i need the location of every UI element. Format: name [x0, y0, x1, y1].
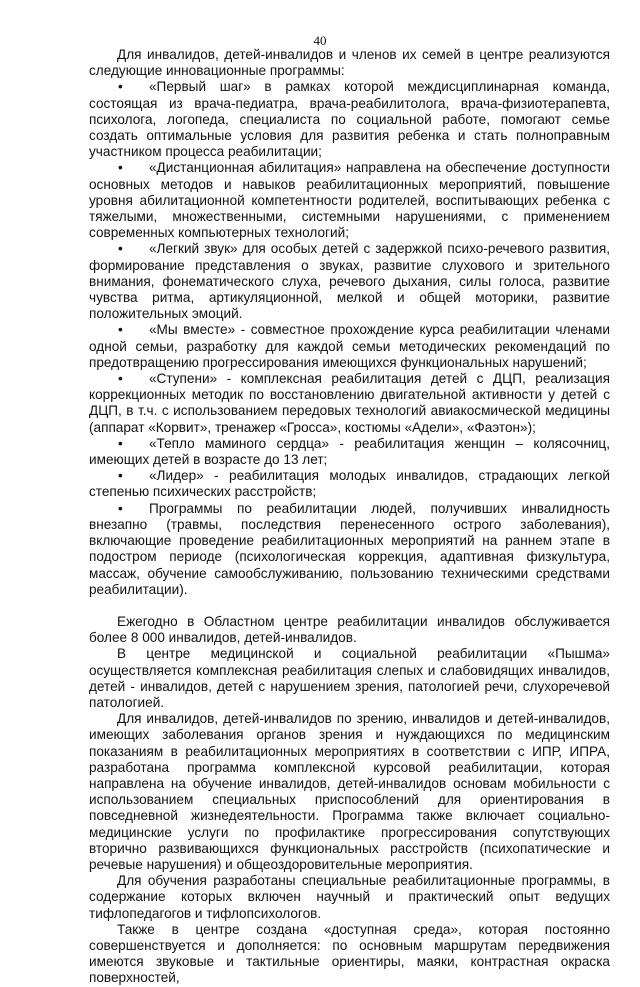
paragraph-gap — [89, 598, 610, 614]
bullet-icon: • — [118, 160, 123, 176]
body-paragraph: Ежегодно в Областном центре реабилитации инвалидов обслуживается более 8 000 инвалидов, детей-инвалидов. — [89, 613, 610, 646]
body-paragraph: Для инвалидов, детей-инвалидов по зрению, инвалидов и детей-инвалидов, имеющих заболевания органов зрения и нуждающихся по медицинским показаниям в реабилитационных мероприятиях в соответствии с ИПР, ИПРА, разработана программа комплексной курсовой реабилитации, которая направлена на обучение инвалидов, детей-инвалидов основам мобильности с использованием специальных приспособлений для ориентирования в повседневной жизнедеятельности. Программа также включает социально-медицинские услуги по профилактике прогрессирования сопутствующих вторично развивающихся функциональных расстройств (психопатические и речевые нарушения) и общеоздоровительные мероприятия. — [89, 711, 610, 872]
list-item — [89, 322, 610, 371]
list-item-text: «Лидер» - реабилитация молодых инвалидов, страдающих легкой степенью психических расстройств; — [89, 468, 610, 500]
list-item-text: «Первый шаг» в рамках которой междисциплинарная команда, состоящая из врача-педиатра, врача-реабилитолога, врача-физиотерапевта, психолога, логопеда, специалиста по социальной работе, помогают семье создать оптимальные условия для развития ребенка и стать полноправным участником процесса реабилитации; — [89, 79, 610, 160]
bullet-icon: • — [118, 468, 123, 484]
list-item — [89, 436, 610, 468]
list-item-text: «Легкий звук» для особых детей с задержкой психо-речевого развития, формирование представления о звуках, развитие слухового и зрительного внимания, фонематического слуха, речевого дыхания, силы голоса, развитие чувства ритма, артикуляционной, мелкой и общей моторики, развитие положительных эмоций. — [89, 241, 610, 322]
bullet-icon: • — [118, 241, 123, 257]
body-paragraph: В центре медицинской и социальной реабилитации «Пышма» осуществляется комплексная реабилитация слепых и слабовидящих инвалидов, детей - инвалидов, детей с нарушением зрения, патологией речи, слухоречевой патологией. — [89, 646, 610, 710]
bullet-icon: • — [118, 371, 123, 387]
list-item-text: «Дистанционная абилитация» направлена на обеспечение доступности основных методов и навыков реабилитационных мероприятий, повышение уровня абилитационной компетентности родителей, воспитывающих ребенка с тяжелыми, множественными, системными нарушениями, с применением современных компьютерных технологий; — [89, 160, 610, 241]
page-number: 40 — [313, 33, 327, 48]
intro-paragraph: Для инвалидов, детей-инвалидов и членов их семей в центре реализуются следующие инновационные программы: — [89, 47, 610, 79]
list-item-text: «Мы вместе» - совместное прохождение курса реабилитации членами одной семьи, разработку для каждой семьи методических рекомендаций по предотвращению прогрессирования имеющихся функциональных нарушений; — [89, 322, 610, 370]
list-item — [89, 371, 610, 436]
body-paragraph: Для обучения разработаны специальные реабилитационные программы, в содержание которых включен научный и практический опыт ведущих тифлопедагогов и тифлопсихологов. — [89, 873, 610, 921]
bullet-icon: • — [118, 500, 123, 516]
programs-list — [89, 79, 610, 598]
list-item — [89, 241, 610, 322]
bullet-icon: • — [118, 435, 123, 451]
list-item — [89, 501, 610, 598]
list-item-text: «Ступени» - комплексная реабилитация детей с ДЦП, реализация коррекционных методик по восстановлению двигательной активности у детей с ДЦП, в т.ч. с использованием передовых технологий авиакосмической медицины (аппарат «Корвит», тренажер «Гросса», костюмы «Адели», «Фаэтон»); — [89, 371, 610, 435]
page-body — [89, 47, 610, 987]
list-item-text: Программы по реабилитации людей, получивших инвалидность внезапно (травмы, последствия перенесенного острого заболевания), включающие проведение реабилитационных мероприятий на раннем этапе в подостром периоде (психологическая коррекция, адаптивная физкультура, массаж, обучение самообслуживанию, пользованию техническими средствами реабилитации). — [89, 500, 610, 597]
list-item — [89, 160, 610, 241]
list-item — [89, 468, 610, 500]
body-paragraph: Также в центре создана «доступная среда», которая постоянно совершенствуется и дополняется: по основным маршрутам передвижения имеются звуковые и тактильные ориентиры, маяки, контрастная окраска поверхностей, — [89, 921, 610, 986]
bullet-icon: • — [118, 322, 123, 338]
list-item — [89, 79, 610, 160]
bullet-icon: • — [118, 79, 123, 95]
list-item-text: «Тепло маминого сердца» - реабилитация женщин – колясочниц, имеющих детей в возрасте до 13 лет; — [89, 435, 610, 468]
